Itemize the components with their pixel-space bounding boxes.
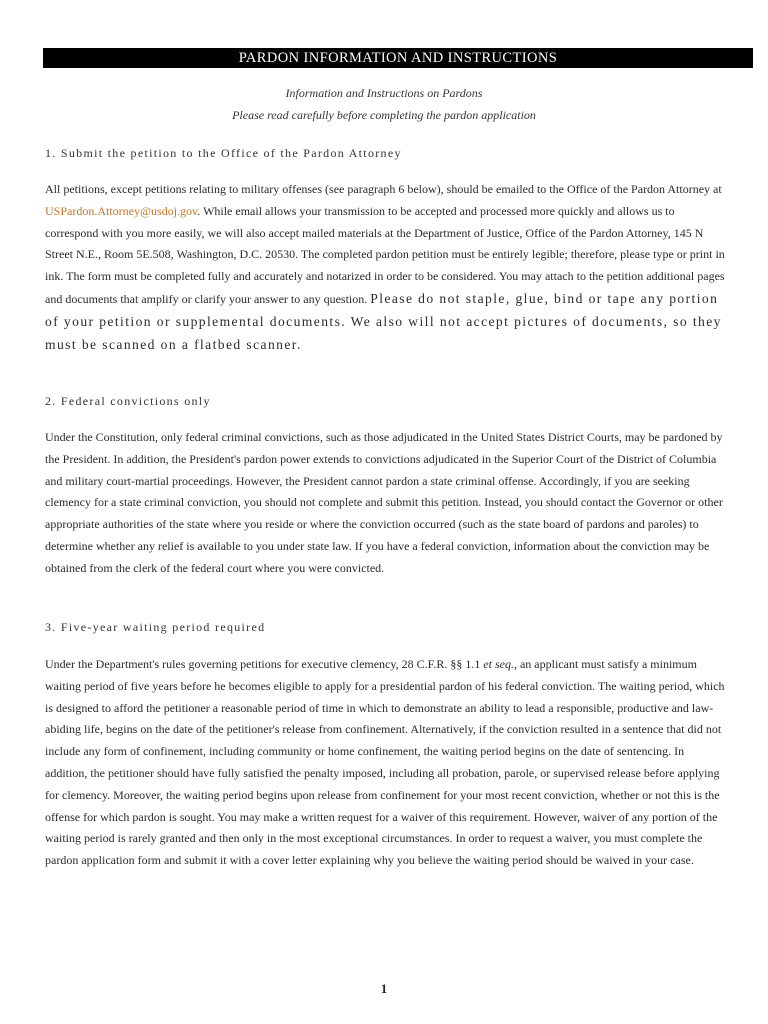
section-3-text-b: , an applicant must satisfy a minimum waiting period of five years before he becomes eligible to apply for a presidential pardon of his federal conviction. The waiting period, which is designed to afford the petitioner a reasonable period of time in which to demonstrate an ability to lead a responsible, productive and law-abiding life, begins on the date of the petitioner's release from confinement. Alternatively, if the conviction resulted in a sentence that did not include any form of confinement, including community or home confinement, the waiting period begins on the date of sentencing. In addition, the petitioner should have fully satisfied the penalty imposed, including all probation, parole, or supervised release before applying for clemency. Moreover, the waiting period begins upon release from confinement for your most recent conviction, whether or not this is the offense for which pardon is sought. You may make a written request for a waiver of this requirement. However, waiver of any portion of the waiting period is rarely granted and then only in the most exceptional circumstances. In order to request a waiver, you must complete the pardon application form and submit it with a cover letter explaining why you believe the waiting period should be waived in your case. bbox=[45, 657, 725, 868]
page-number: 1 bbox=[380, 982, 388, 996]
section-2-paragraph: Under the Constitution, only federal criminal convictions, such as those adjudicated in the United States District Courts, may be pardoned by the President. In addition, the President's pardon power extends to convictions adjudicated in the Superior Court of the District of Columbia and military court-martial proceedings. However, the President cannot pardon a state criminal offense. Accordingly, if you are seeking clemency for a state criminal conviction, you should not complete and submit this petition. Instead, you should contact the Governor or other appropriate authorities of the state where you reside or where the conviction occurred (such as the state board of pardons and paroles) to determine whether any relief is available to you under state law. If you have a federal conviction, information about the conviction may be obtained from the clerk of the federal court where you were convicted. bbox=[45, 430, 723, 575]
subtitle-instructions: Please read carefully before completing the pardon application bbox=[232, 108, 536, 122]
section-1-text-b: . While email allows your transmission to be accepted and processed more quickly and allows us to correspond with you more easily, we will also accept mailed materials at the Department of Justice, Office of the Pardon Attorney, 145 N Street N.E., Room 5E.508, Washington, D.C. 20530. The completed pardon petition must be entirely legible; therefore, please type or print in ink. The form must be completed fully and accurately and notarized in order to be considered. You may attach to the petition additional pages and documents that amplify or clarify your answer to any question. bbox=[45, 203, 725, 306]
section-1-text-a: All petitions, except petitions relating to military offenses (see paragraph 6 below), should be emailed to the Office of the Pardon Attorney at bbox=[45, 182, 722, 196]
section-1-paragraph bbox=[45, 179, 725, 356]
page-title: PARDON INFORMATION AND INSTRUCTIONS bbox=[43, 48, 753, 68]
section-2-heading: 2. Federal convictions only bbox=[45, 394, 211, 408]
section-3-paragraph bbox=[45, 654, 725, 872]
pardon-attorney-email-link[interactable]: USPardon.Attorney@usdoj.gov bbox=[45, 203, 198, 218]
section-3-text-a: Under the Department's rules governing petitions for executive clemency, 28 C.F.R. §§ 1.1 bbox=[45, 657, 484, 671]
section-3-heading: 3. Five-year waiting period required bbox=[45, 620, 266, 634]
section-1-emphasis: Please do not staple, glue, bind or tape any portion of your petition or supplemental documents. We also will not accept pictures of documents, so they must be scanned on a flatbed scanner. bbox=[45, 290, 722, 352]
subtitle-info: Information and Instructions on Pardons bbox=[285, 86, 483, 100]
section-3-citation-italic: et seq. bbox=[483, 657, 514, 671]
section-1-heading: 1. Submit the petition to the Office of the Pardon Attorney bbox=[45, 146, 402, 160]
